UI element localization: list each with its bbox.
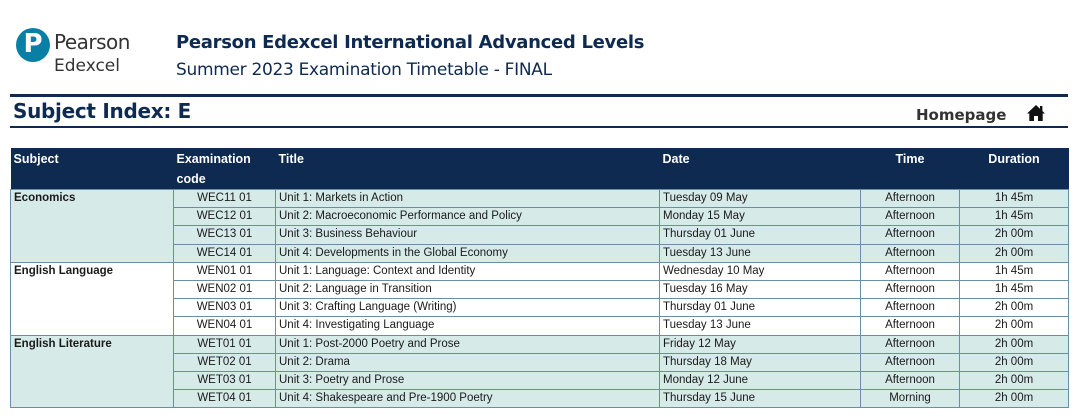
subject-cell — [11, 208, 174, 226]
time-cell: Afternoon — [861, 317, 960, 335]
time-cell: Afternoon — [861, 244, 960, 262]
duration-cell: 2h 00m — [960, 317, 1069, 335]
subject-cell — [11, 317, 174, 335]
time-cell: Afternoon — [861, 371, 960, 389]
time-cell: Afternoon — [861, 299, 960, 317]
table-row — [11, 299, 1069, 317]
title-cell: Unit 1: Markets in Action — [276, 190, 660, 208]
exam-code-cell: WEN02 01 — [174, 280, 276, 298]
exam-code-cell: WEN04 01 — [174, 317, 276, 335]
table-row — [11, 190, 1069, 208]
table-row — [11, 208, 1069, 226]
date-cell: Friday 12 May — [660, 335, 861, 353]
title-cell: Unit 2: Macroeconomic Performance and Policy — [276, 208, 660, 226]
date-cell: Tuesday 13 June — [660, 317, 861, 335]
table-row — [11, 280, 1069, 298]
subject-cell: Economics — [11, 190, 174, 208]
duration-cell: 2h 00m — [960, 353, 1069, 371]
header-title: Title — [276, 148, 660, 190]
title-cell: Unit 1: Language: Context and Identity — [276, 262, 660, 280]
time-cell: Morning — [861, 390, 960, 408]
title-cell: Unit 4: Developments in the Global Economy — [276, 244, 660, 262]
title-cell: Unit 2: Language in Transition — [276, 280, 660, 298]
exam-code-cell: WEC12 01 — [174, 208, 276, 226]
duration-cell: 1h 45m — [960, 208, 1069, 226]
page-subtitle: Summer 2023 Examination Timetable - FINAL — [176, 60, 552, 80]
header-exam-code-line2: code — [176, 172, 206, 186]
header-time: Time — [861, 148, 960, 190]
title-cell: Unit 3: Business Behaviour — [276, 226, 660, 244]
exam-code-cell: WEC13 01 — [174, 226, 276, 244]
table-row — [11, 226, 1069, 244]
duration-cell: 2h 00m — [960, 226, 1069, 244]
pearson-logo-letter: P — [23, 29, 43, 59]
header-date: Date — [660, 148, 861, 190]
table-row — [11, 390, 1069, 408]
table-row — [11, 262, 1069, 280]
date-cell: Monday 15 May — [660, 208, 861, 226]
date-cell: Thursday 01 June — [660, 299, 861, 317]
time-cell: Afternoon — [861, 335, 960, 353]
duration-cell: 1h 45m — [960, 190, 1069, 208]
section-title: Subject Index: E — [13, 99, 192, 123]
homepage-link[interactable]: Homepage — [916, 106, 1007, 124]
pearson-logo — [16, 26, 156, 82]
duration-cell: 1h 45m — [960, 262, 1069, 280]
subject-cell — [11, 390, 174, 408]
duration-cell: 2h 00m — [960, 335, 1069, 353]
table-row — [11, 244, 1069, 262]
duration-cell: 2h 00m — [960, 299, 1069, 317]
subject-cell — [11, 226, 174, 244]
logo-text-pearson: Pearson — [54, 30, 130, 54]
subject-cell: English Literature — [11, 335, 174, 353]
subject-cell — [11, 353, 174, 371]
header-exam-code — [174, 148, 276, 190]
exam-code-cell: WET04 01 — [174, 390, 276, 408]
date-cell: Wednesday 10 May — [660, 262, 861, 280]
time-cell: Afternoon — [861, 226, 960, 244]
timetable-body — [11, 190, 1069, 408]
subject-cell — [11, 371, 174, 389]
duration-cell: 2h 00m — [960, 371, 1069, 389]
subject-cell — [11, 299, 174, 317]
title-cell: Unit 1: Post-2000 Poetry and Prose — [276, 335, 660, 353]
table-row — [11, 317, 1069, 335]
exam-code-cell: WEC14 01 — [174, 244, 276, 262]
time-cell: Afternoon — [861, 208, 960, 226]
table-row — [11, 371, 1069, 389]
table-row — [11, 353, 1069, 371]
title-cell: Unit 3: Poetry and Prose — [276, 371, 660, 389]
exam-code-cell: WEN01 01 — [174, 262, 276, 280]
date-cell: Thursday 18 May — [660, 353, 861, 371]
divider-bottom — [10, 126, 1068, 128]
duration-cell: 1h 45m — [960, 280, 1069, 298]
header-subject: Subject — [11, 148, 174, 190]
title-cell: Unit 3: Crafting Language (Writing) — [276, 299, 660, 317]
page-title: Pearson Edexcel International Advanced Levels — [176, 32, 645, 53]
date-cell: Monday 12 June — [660, 371, 861, 389]
home-icon[interactable] — [1026, 104, 1046, 122]
exam-code-cell: WEN03 01 — [174, 299, 276, 317]
table-row — [11, 335, 1069, 353]
date-cell: Tuesday 09 May — [660, 190, 861, 208]
subject-cell: English Language — [11, 262, 174, 280]
title-cell: Unit 2: Drama — [276, 353, 660, 371]
divider-top — [10, 94, 1068, 97]
exam-code-cell: WET03 01 — [174, 371, 276, 389]
header-exam-code-line1: Examination — [176, 152, 251, 166]
date-cell: Thursday 15 June — [660, 390, 861, 408]
header-duration: Duration — [960, 148, 1069, 190]
title-cell: Unit 4: Investigating Language — [276, 317, 660, 335]
logo-text-edexcel: Edexcel — [54, 56, 120, 76]
time-cell: Afternoon — [861, 353, 960, 371]
subject-cell — [11, 244, 174, 262]
date-cell: Thursday 01 June — [660, 226, 861, 244]
exam-code-cell: WET02 01 — [174, 353, 276, 371]
time-cell: Afternoon — [861, 280, 960, 298]
duration-cell: 2h 00m — [960, 390, 1069, 408]
time-cell: Afternoon — [861, 190, 960, 208]
date-cell: Tuesday 16 May — [660, 280, 861, 298]
subject-cell — [11, 280, 174, 298]
exam-timetable — [10, 148, 1069, 408]
table-header-row — [11, 148, 1069, 190]
duration-cell: 2h 00m — [960, 244, 1069, 262]
time-cell: Afternoon — [861, 262, 960, 280]
exam-code-cell: WEC11 01 — [174, 190, 276, 208]
title-cell: Unit 4: Shakespeare and Pre-1900 Poetry — [276, 390, 660, 408]
date-cell: Tuesday 13 June — [660, 244, 861, 262]
exam-code-cell: WET01 01 — [174, 335, 276, 353]
